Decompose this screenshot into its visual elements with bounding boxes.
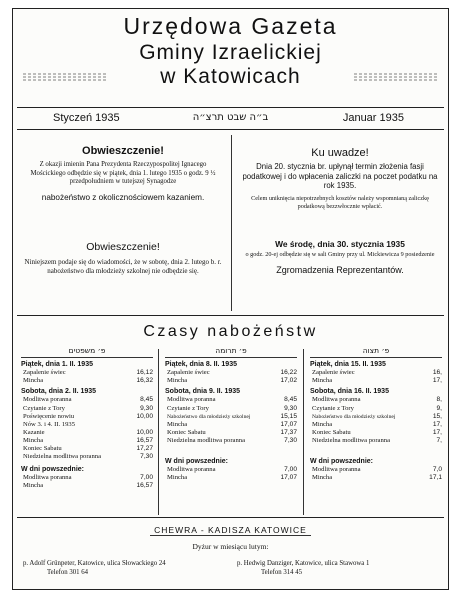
parsha-label: פ׳ תצוה — [310, 347, 442, 358]
schedule-column-3 — [310, 347, 442, 482]
chewra-kadisza-title: CHEWRA - KADISZA KATOWICE — [13, 525, 448, 535]
schedule-bottom-rule — [17, 517, 444, 518]
day-heading: Sobota, dnia 9. II. 1935 — [165, 388, 241, 396]
parsha-label: פ׳ תרומה — [165, 347, 297, 358]
schedule-row: Czytanie z Tory 9,30 — [167, 404, 297, 412]
schedule-row: Zapalenie świec 16,22 — [167, 369, 297, 377]
duty-contact-right — [237, 559, 443, 577]
date-hebrew: ב״ה שבט תרצ״ה — [192, 112, 269, 123]
parsha-label: פ׳ משפטים — [21, 347, 153, 358]
schedule-row: Zapalenie świec 16, — [312, 369, 442, 377]
notice-body: Dnia 20. stycznia br. upłynął termin złożenia fasji podatkowej i do wpłacenia zaliczki na poczet podatku na rok 1935. — [242, 162, 438, 191]
schedule-column-1 — [21, 347, 153, 491]
notice-left-top — [23, 147, 223, 203]
day-heading: W dni powszednie: — [165, 458, 228, 466]
schedule-row: Modlitwa poranna 8, — [312, 396, 442, 404]
schedule-row: Zapalenie świec 16,12 — [23, 369, 153, 377]
schedule-row: Mincha 17,02 — [167, 377, 297, 385]
contact-name: p. Hedwig Danziger, Katowice, ulica Stawowa 1 — [237, 560, 370, 567]
day-heading: Piątek, dnia 15. II. 1935 — [310, 361, 386, 369]
ornament-right-icon — [352, 71, 440, 83]
schedule-row: Modlitwa poranna 7,00 — [167, 466, 297, 474]
notice-left-bottom — [23, 243, 223, 277]
notice-heading: Obwieszczenie! — [82, 145, 164, 157]
ornament-left-icon — [21, 71, 109, 83]
notice-divider — [231, 135, 232, 311]
contact-phone: Telefon 314 45 — [261, 569, 303, 576]
schedule-row: Koniec Sabatu 17, — [312, 428, 442, 436]
masthead-line-3: w Katowicach — [160, 65, 301, 88]
day-heading: Sobota, dnia 2. II. 1935 — [21, 388, 97, 396]
schedule-row: Kazanie 10,00 — [23, 428, 153, 436]
schedule-row: Niedzielna modlitwa poranna 7,30 — [167, 436, 297, 444]
day-heading: W dni powszednie: — [21, 466, 84, 474]
schedule-title: Czasy nabożeństw — [143, 323, 318, 340]
day-heading: Sobota, dnia 16. II. 1935 — [310, 388, 389, 396]
schedule-row: Czytanie z Tory 9, — [312, 404, 442, 412]
column-divider-1 — [158, 349, 159, 515]
schedule-row: Koniec Sabatu 17,37 — [167, 428, 297, 436]
duty-heading: Dyżur w miesiącu lutym: — [192, 542, 269, 551]
schedule-row: Mincha 17,07 — [167, 474, 297, 482]
day-heading: W dni powszednie: — [310, 458, 373, 466]
masthead-rule-top — [17, 107, 444, 108]
dateline — [13, 111, 448, 129]
column-divider-2 — [303, 349, 304, 515]
notice-body: o godz. 20-ej odbędzie się w sali Gminy przy ul. Mickiewicza 9 posiedzenie — [245, 251, 435, 258]
date-polish: Styczeń 1935 — [53, 112, 120, 124]
notice-body: Niniejszem podaje się do wiadomości, że w sobotę, dnia 2. lutego b. r. nabożeństwo dla młodzieży szkolnej nie odbędzie się. — [24, 258, 222, 276]
schedule-row: Mincha 16,32 — [23, 377, 153, 385]
masthead-rule-bottom — [17, 129, 444, 130]
notice-heading: Obwieszczenie! — [86, 241, 160, 253]
duty-contact-left — [23, 559, 228, 577]
schedule-row: Modlitwa poranna 7,00 — [23, 474, 153, 482]
masthead-line-1: Urzędowa Gazeta — [123, 13, 338, 39]
notice-heading: Ku uwadze! — [311, 147, 369, 159]
contact-name: p. Adolf Grünpeter, Katowice, ulica Słowackiego 24 — [23, 560, 166, 567]
schedule-row: Mincha 17,1 — [312, 474, 442, 482]
schedule-row: Mincha 17, — [312, 377, 442, 385]
notice-emphasis: nabożeństwo z okolicznościowem kazaniem. — [41, 192, 205, 202]
contact-phone: Telefon 301 64 — [47, 569, 89, 576]
schedule-row: Koniec Sabatu 17,27 — [23, 445, 153, 453]
notice-lead: We środę, dnia 30. stycznia 1935 — [275, 239, 405, 249]
schedule-row: Nabożeństwo dla młodzieży szkolnej 15, — [312, 412, 442, 420]
gazette-page — [12, 8, 449, 590]
schedule-row: Modlitwa poranna 8,45 — [23, 396, 153, 404]
day-heading: Piątek, dnia 1. II. 1935 — [21, 361, 93, 369]
schedule-row: Mincha 17, — [312, 420, 442, 428]
schedule-row: Mincha 17,07 — [167, 420, 297, 428]
masthead-line-2: Gminy Izraelickiej — [139, 41, 322, 64]
schedule-row: Czytanie z Tory 9,30 — [23, 404, 153, 412]
schedule-row: Nów 3. i 4. II. 1935 — [23, 420, 76, 428]
notice-org: Zgromadzenia Reprezentantów. — [276, 265, 404, 275]
schedule-row: Mincha 16,57 — [23, 436, 153, 444]
notice-right-top — [239, 149, 441, 211]
day-heading: Piątek, dnia 8. II. 1935 — [165, 361, 237, 369]
schedule-row: Modlitwa poranna 7,0 — [312, 466, 442, 474]
date-german: Januar 1935 — [342, 112, 404, 124]
schedule-row: Poświęcenie nowiu 10,00 — [23, 412, 153, 420]
schedule-row: Niedzielna modlitwa poranna 7,30 — [23, 453, 153, 461]
section-rule — [17, 315, 444, 316]
schedule-row: Modlitwa poranna 8,45 — [167, 396, 297, 404]
schedule-row: Mincha 16,57 — [23, 482, 153, 490]
notice-body: Z okazji imienin Pana Prezydenta Rzeczypospolitej Ignacego Mościckiego odbędzie się w piątek, dnia 1. lutego 1935 o godz. 9 ½ przedpołudniem w tutejszej Synagodze — [30, 161, 216, 186]
schedule-row: Nabożeństwo dla młodzieży szkolnej 15,15 — [167, 412, 297, 420]
notice-right-bottom — [239, 239, 441, 275]
schedule-column-2 — [165, 347, 297, 482]
schedule-row: Niedzielna modlitwa poranna 7, — [312, 436, 442, 444]
notice-note: Celem uniknięcia niepotrzebnych kosztów należy wspomnianą zaliczkę podatkową bezzwłocznie wpłacić. — [251, 194, 429, 210]
